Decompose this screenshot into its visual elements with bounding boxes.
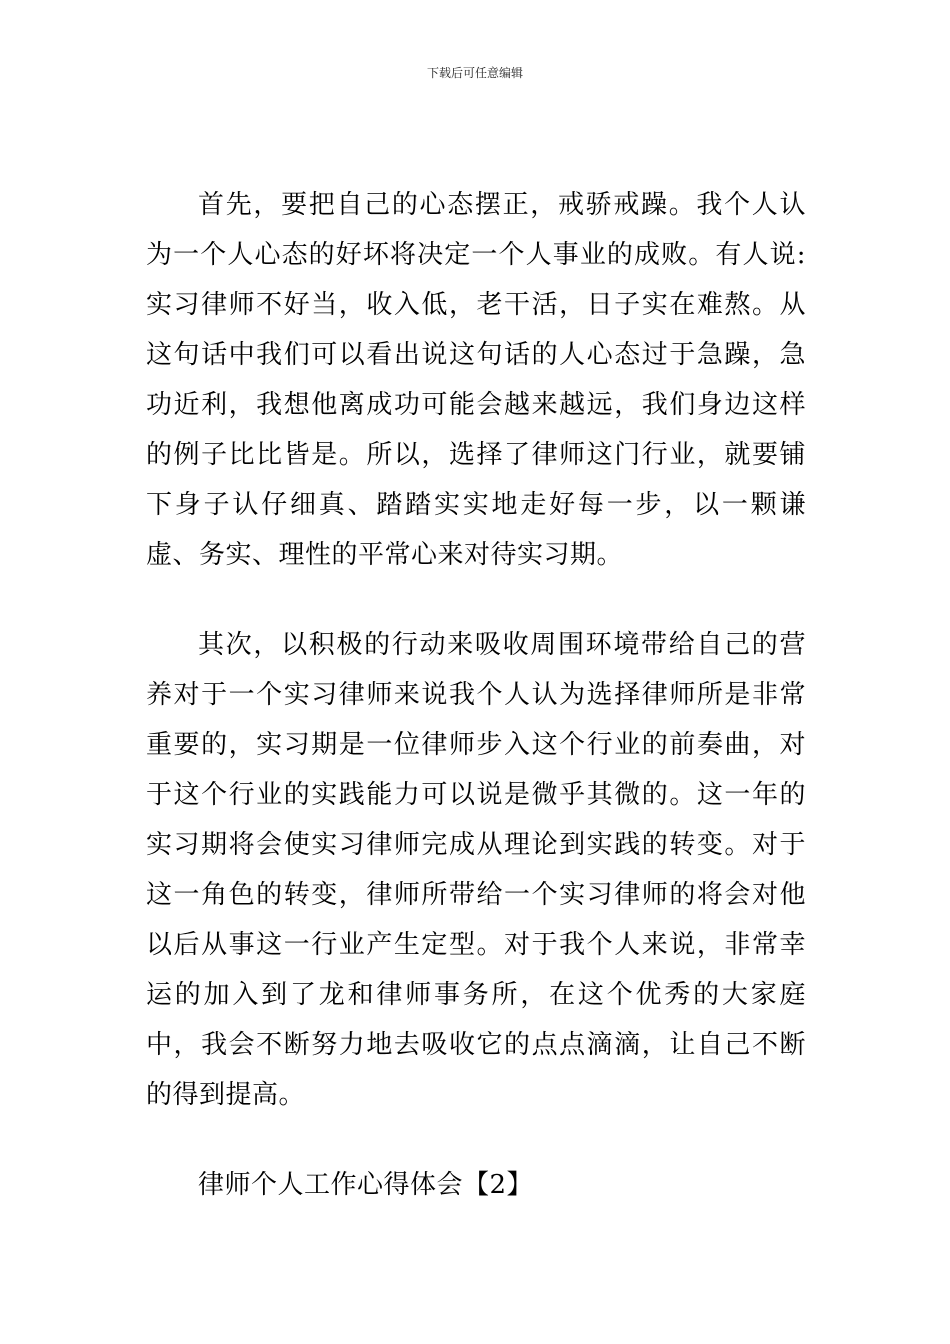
- page-header: 下载后可任意编辑: [426, 66, 523, 80]
- paragraph-1: 首先，要把自己的心态摆正，戒骄戒躁。我个人认为一个人心态的好坏将决定一个人事业的成败。有人说:实习律师不好当，收入低，老干活，日子实在难熬。从这句话中我们可以看出说这句话的人心态过于急躁，急功近利，我想他离成功可能会越来越远，我们身边这样的例子比比皆是。所以，选择了律师这门行业，就要铺下身子认仔细真、踏踏实实地走好每一步，以一颗谦虚、务实、理性的平常心来对待实习期。: [146, 190, 806, 570]
- document-body: [146, 180, 806, 1210]
- section-heading: 律师个人工作心得体会【2】: [198, 1170, 534, 1200]
- paragraph-2: 其次，以积极的行动来吸收周围环境带给自己的营养对于一个实习律师来说我个人认为选择律师所是非常重要的，实习期是一位律师步入这个行业的前奏曲，对于这个行业的实践能力可以说是微乎其微的。这一年的实习期将会使实习律师完成从理论到实践的转变。对于这一角色的转变，律师所带给一个实习律师的将会对他以后从事这一行业产生定型。对于我个人来说，非常幸运的加入到了龙和律师事务所，在这个优秀的大家庭中，我会不断努力地去吸收它的点点滴滴，让自己不断的得到提高。: [146, 630, 806, 1110]
